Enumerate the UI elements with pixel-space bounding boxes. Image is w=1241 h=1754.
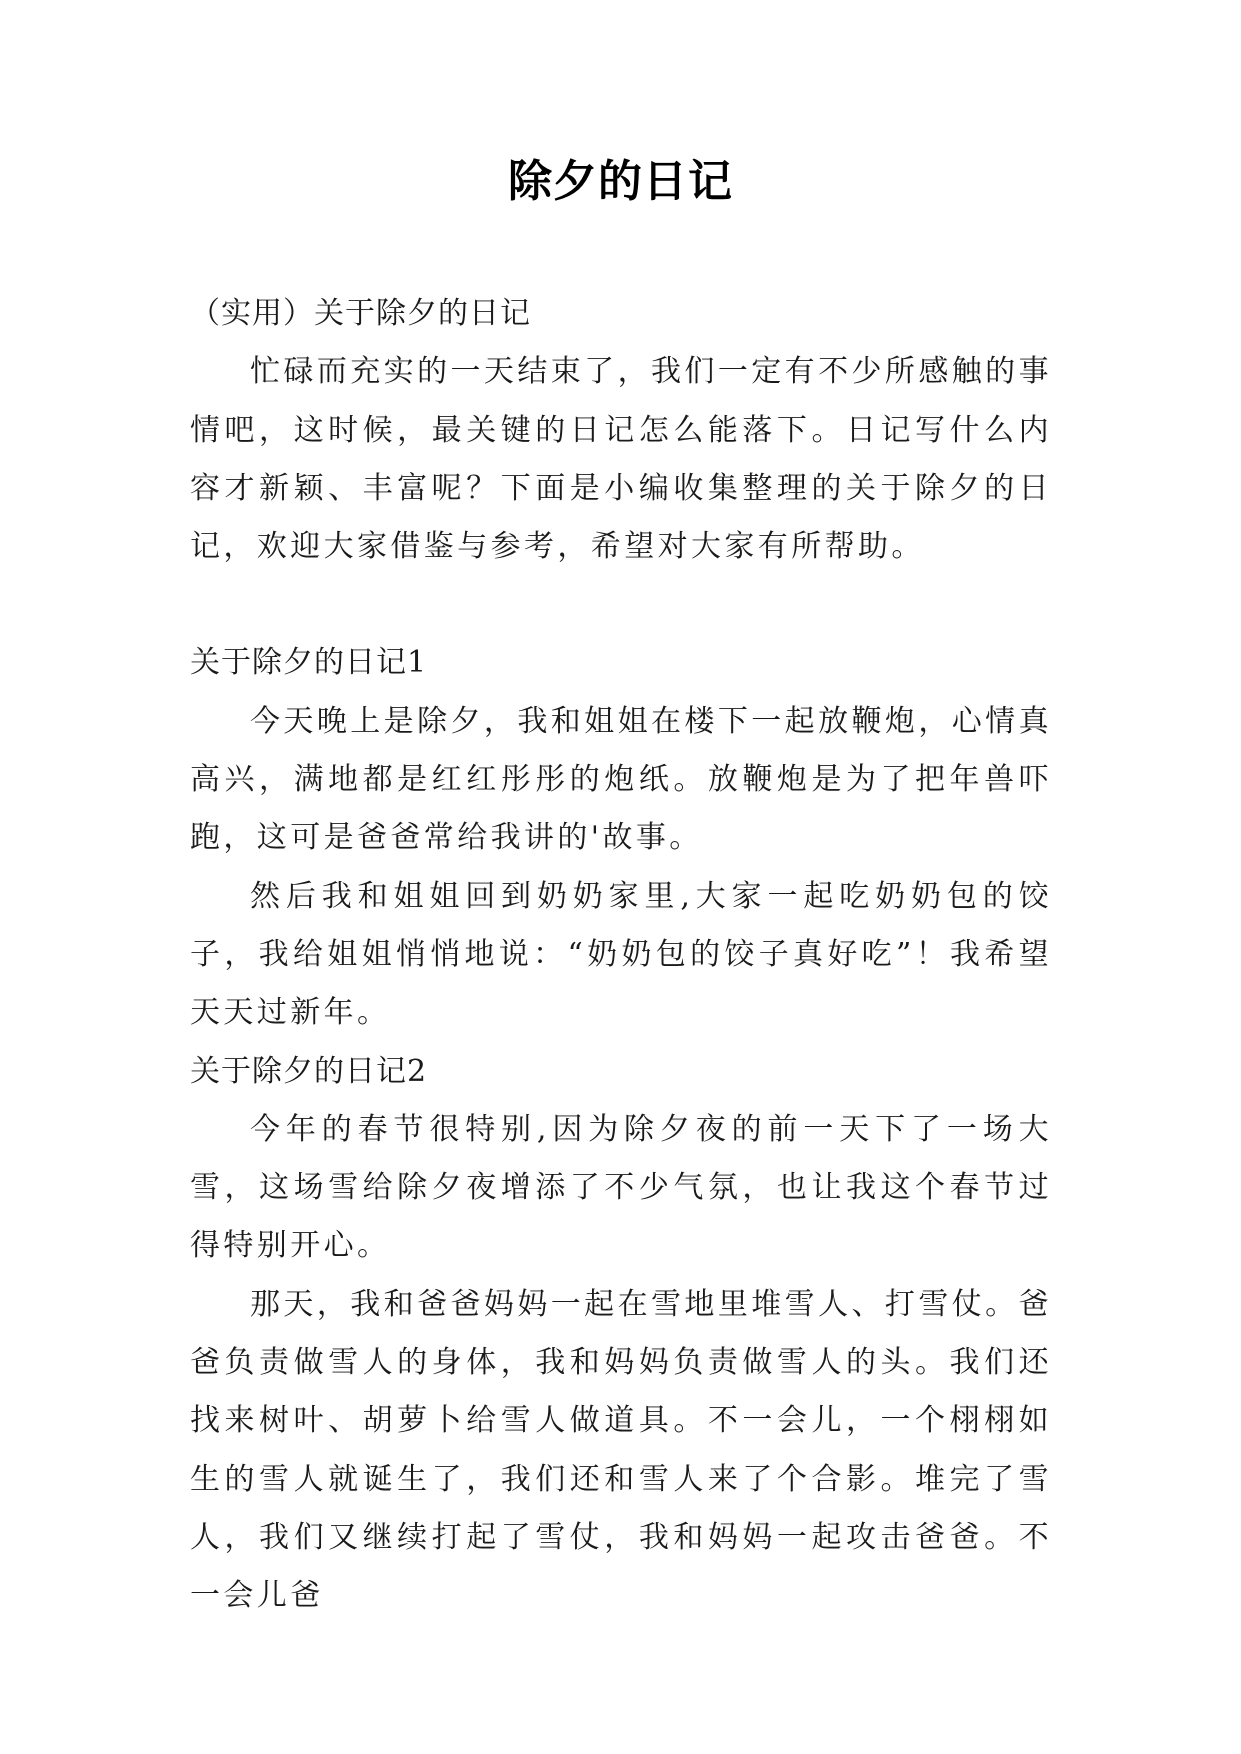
section-heading-2: 关于除夕的日记2	[190, 1053, 428, 1089]
section-2-paragraph-2: 那天，我和爸爸妈妈一起在雪地里堆雪人、打雪仗。爸爸负责做雪人的身体，我和妈妈负责做雪人的头。我们还找来树叶、胡萝卜给雪人做道具。不一会儿，一个栩栩如生的雪人就诞生了，我们还和雪人来了个合影。堆完了雪人，我们又继续打起了雪仗，我和妈妈一起攻击爸爸。不一会儿爸	[190, 1286, 1052, 1614]
section-2-paragraph-1: 今年的春节很特别,因为除夕夜的前一天下了一场大雪，这场雪给除夕夜增添了不少气氛，也让我这个春节过得特别开心。	[190, 1111, 1052, 1264]
intro-paragraph: 忙碌而充实的一天结束了，我们一定有不少所感触的事情吧，这时候，最关键的日记怎么能落下。日记写什么内容才新颖、丰富呢？下面是小编收集整理的关于除夕的日记，欢迎大家借鉴与参考，希望对大家有所帮助。	[190, 354, 1052, 565]
section-heading-1: 关于除夕的日记1	[190, 645, 428, 681]
section-1-paragraph-1: 今天晚上是除夕，我和姐姐在楼下一起放鞭炮，心情真高兴，满地都是红红彤彤的炮纸。放鞭炮是为了把年兽吓跑，这可是爸爸常给我讲的'故事。	[190, 703, 1052, 856]
section-1-paragraph-2: 然后我和姐姐回到奶奶家里,大家一起吃奶奶包的饺子，我给姐姐悄悄地说：“奶奶包的饺子真好吃”！我希望天天过新年。	[190, 878, 1052, 1031]
intro-heading: （实用）关于除夕的日记	[190, 296, 531, 331]
document-body	[190, 285, 1052, 1626]
paragraph-spacer	[190, 576, 1052, 634]
document-title: 除夕的日记	[508, 156, 733, 207]
